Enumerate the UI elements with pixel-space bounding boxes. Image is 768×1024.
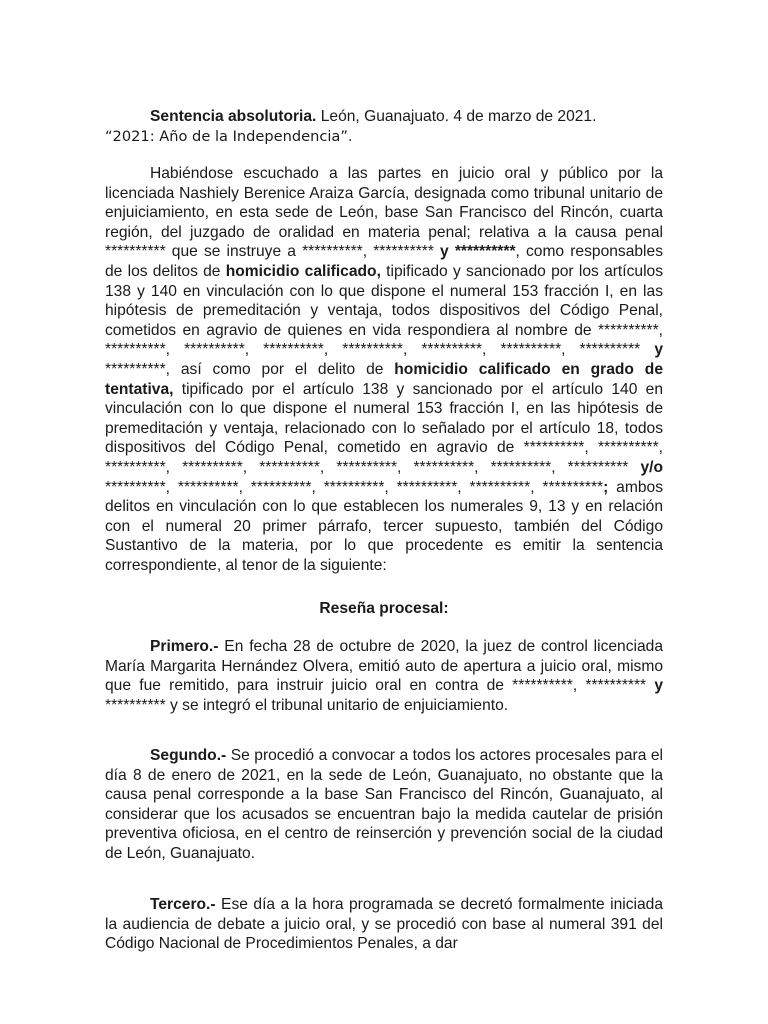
primero-text-1: En fecha 28 de octubre de 2020, la juez de control licenciada María Margarita Hernández Olvera, emitió auto de apertura a juicio oral, mismo que fue remitido, para instruir juicio oral en contra de **********, ********** xyxy=(105,638,663,695)
paragraph-primero xyxy=(105,637,663,715)
place-date: León, Guanajuato. 4 de marzo de 2021. xyxy=(316,108,597,125)
paragraph-tercero xyxy=(105,895,663,954)
primero-text-2: ********** y se integró el tribunal unitario de enjuiciamiento. xyxy=(105,696,509,714)
intro-bold-yo: y/o xyxy=(640,458,663,476)
intro-text-3: tipificado y sancionado por los artículos 138 y 140 en vinculación con lo que dispone el numeral 153 fracción I, en las hipótesis de premeditación y ventaja, todos dispositivos del Código Penal, cometidos en agravio de quienes en vida respondiera al nombre de **********, **********, **********, **********, **********, **********, **********, ********** xyxy=(105,262,664,359)
intro-bold-semicolon: ; xyxy=(603,478,609,496)
intro-bold-1: y ********** xyxy=(440,243,516,261)
sentence-title: Sentencia absolutoria. xyxy=(150,108,317,125)
intro-text-1: Habiéndose escuchado a las partes en juicio oral y público por la licenciada Nashiely Berenice Araiza García, designada como tribunal unitario de enjuiciamiento, en esta sede de León, base San Francisco del Rincón, cuarta región, del juzgado de oralidad en materia penal; relativa a la causa penal ********** que se instruye a **********, ********** xyxy=(105,165,663,261)
intro-text-2: , como responsables de los delitos de xyxy=(105,243,663,280)
crime-homicidio-calificado: homicidio calificado, xyxy=(225,262,381,280)
document-heading xyxy=(105,107,663,146)
section-title: Reseña procesal: xyxy=(319,600,449,617)
intro-text-4: **********, así como por el delito de xyxy=(105,360,395,378)
primero-label: Primero.- xyxy=(150,638,219,655)
paragraph-segundo xyxy=(105,746,663,864)
intro-bold-y: y xyxy=(654,341,663,359)
intro-text-5: tipificado por el artículo 138 y sancionado por el artículo 140 en vinculación con lo que dispone el numeral 153 fracción I, en las hipótesis de premeditación y ventaja, relacionado con lo señalado por el artículo 18, todos dispositivos del Código Penal, cometido en agravio de **********, **********, **********, **********, **********, **********, **********, **********, ********** xyxy=(105,380,663,476)
primero-bold-y: y xyxy=(654,677,663,695)
intro-paragraph xyxy=(105,164,663,575)
intro-text-7: ambos delitos en vinculación con lo que establecen los numerales 9, 13 y en relación con el numeral 20 primer párrafo, tercer supuesto, también del Código Sustantivo de la materia, por lo que procedente es emitir la sentencia correspondiente, al tenor de la siguiente: xyxy=(105,478,663,574)
segundo-text: Se procedió a convocar a todos los actores procesales para el día 8 de enero de 2021, en la sede de León, Guanajuato, no obstante que la causa penal corresponde a la base San Francisco del Rincón, Guanajuato, al considerar que los acusados se encuentran bajo la medida cautelar de prisión preventiva oficiosa, en el centro de reinserción y prevención social de la ciudad de León, Guanajuato. xyxy=(105,747,663,862)
year-motto: “2021: Año de la Independencia”. xyxy=(105,127,353,145)
segundo-label: Segundo.- xyxy=(150,747,227,764)
tercero-label: Tercero.- xyxy=(150,896,216,913)
intro-text-6: **********, **********, **********, **********, **********, **********, ********** xyxy=(105,478,604,496)
section-heading xyxy=(105,599,663,619)
crime-tentativa: homicidio calificado en grado de tentativa, xyxy=(105,360,664,398)
tercero-text: Ese día a la hora programada se decretó formalmente iniciada la audiencia de debate a juicio oral, y se procedió con base al numeral 391 del Código Nacional de Procedimientos Penales, a dar xyxy=(105,896,663,953)
